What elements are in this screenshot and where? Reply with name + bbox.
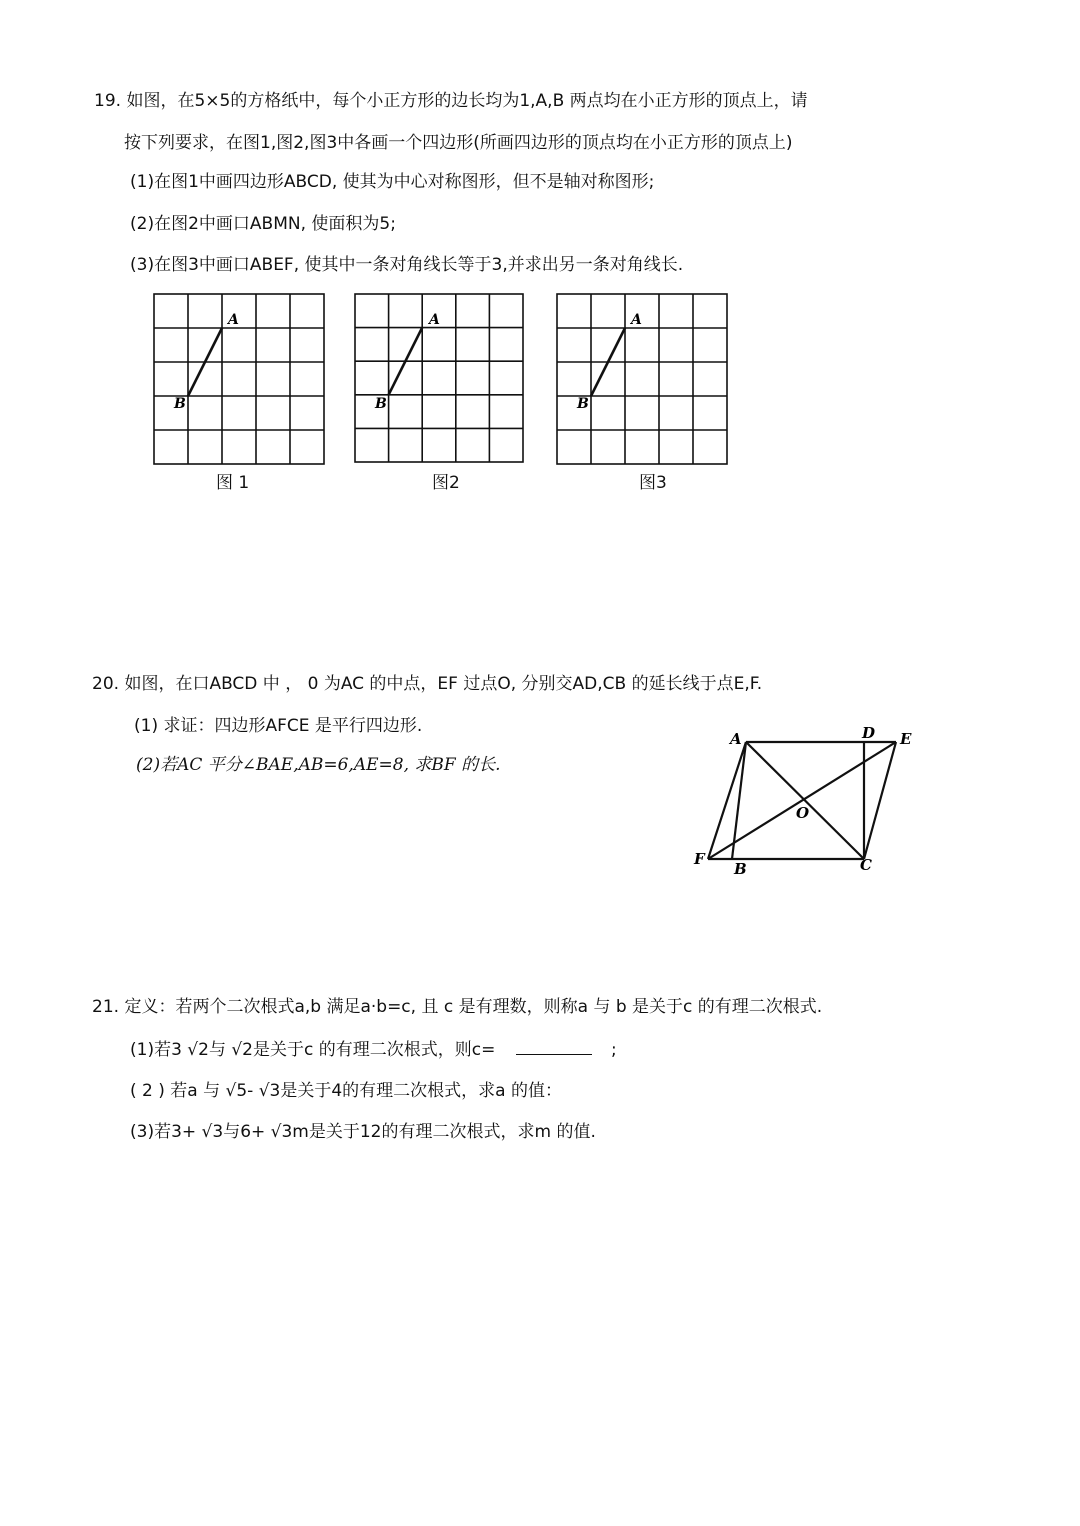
point-b-label: B xyxy=(577,396,589,412)
point-b-label: B xyxy=(375,396,387,412)
grid-figure-3 xyxy=(557,294,729,466)
q19-part2: (2)在图2中画口ABMN, 使面积为5; xyxy=(130,214,396,234)
point-a-label: A xyxy=(429,312,440,328)
q21-part3: (3)若3+ √3与6+ √3m是关于12的有理二次根式，求m 的值. xyxy=(130,1122,596,1142)
vertex-c-label: C xyxy=(860,856,872,874)
vertex-d-label: D xyxy=(862,724,876,742)
q20-stem: 20. 如图，在口ABCD 中 ， 0 为AC 的中点，EF 过点O, 分别交AD,CB 的延长线于点E,F. xyxy=(92,674,763,694)
figure-1-caption: 图 1 xyxy=(216,473,250,493)
q19-part3: (3)在图3中画口ABEF, 使其中一条对角线长等于3,并求出另一条对角线长. xyxy=(130,255,684,275)
q19-stem-line1: 19. 如图，在5×5的方格纸中，每个小正方形的边长均为1,A,B 两点均在小正方形的顶点上，请 xyxy=(94,91,808,111)
vertex-b-label: B xyxy=(734,860,747,878)
q19-part1: (1)在图1中画四边形ABCD, 使其为中心对称图形，但不是轴对称图形; xyxy=(130,172,655,192)
figure-3-caption: 图3 xyxy=(639,473,667,493)
parallelogram-figure xyxy=(690,724,930,878)
vertex-e-label: E xyxy=(900,730,912,748)
q21-part2: ( 2 ) 若a 与 √5- √3是关于4的有理二次根式，求a 的值： xyxy=(130,1081,562,1101)
q21-part1 xyxy=(130,1038,617,1062)
grid-figure-2 xyxy=(355,294,527,466)
q21-stem: 21. 定义：若两个二次根式a,b 满足a·b=c, 且 c 是有理数，则称a 与 b 是关于c 的有理二次根式. xyxy=(92,997,823,1017)
point-b-label: B xyxy=(174,396,186,412)
vertex-a-label: A xyxy=(730,730,742,748)
point-a-label: A xyxy=(631,312,642,328)
point-a-label: A xyxy=(228,312,239,328)
answer-blank[interactable] xyxy=(516,1038,592,1055)
q21-part1-text: (1)若3 √2与 √2是关于c 的有理二次根式，则c= xyxy=(130,1040,496,1060)
q20-part1: (1) 求证：四边形AFCE 是平行四边形. xyxy=(134,716,423,736)
grid-figure-1 xyxy=(154,294,326,466)
q20-part2: (2)若AC 平分∠BAE,AB=6,AE=8, 求BF 的长. xyxy=(136,755,501,775)
q21-part1-end: ; xyxy=(610,1040,617,1060)
point-o-label: O xyxy=(796,804,810,822)
figure-2-caption: 图2 xyxy=(432,473,460,493)
q19-stem-line2: 按下列要求，在图1,图2,图3中各画一个四边形(所画四边形的顶点均在小正方形的顶点上) xyxy=(124,133,793,153)
vertex-f-label: F xyxy=(694,850,705,868)
